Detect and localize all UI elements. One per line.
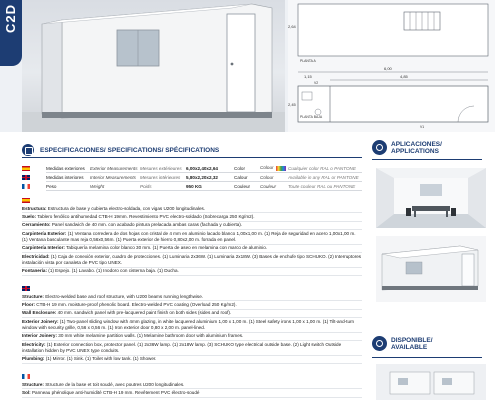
france-flag-icon xyxy=(22,374,30,379)
france-flag-icon xyxy=(22,184,30,189)
spec-value: 950 KG xyxy=(186,183,202,189)
spec-label-fr: Poids xyxy=(140,183,152,189)
spec-line: Carpintería Interior: Tabiquería melamina color blanco 30 mm. (1) Puerta de aseo en melamina con marco de aluminio. xyxy=(22,245,362,253)
spanish-spec-block xyxy=(22,196,362,276)
spec-line: Carpintería Exterior: (1) Ventana corredera de dos hojas con cristal de 4 mm en aluminio lacado blanco 1,00x1,00 m. (1) Reja de seguridad en acero 1,00x1,00 m. (1) Ventana basculante mas reja 0,56x0,56m. (1) Puerta exterior de hierro 0,80x2,00 m. forrada en panel. xyxy=(22,230,362,245)
applications-title: APLICACIONES/ APPLICATIONS xyxy=(391,140,442,155)
floor-plan xyxy=(288,0,495,132)
spec-line: Plumbing: (1) Mirror. (1) Sink. (1) Toilet with low tank. (1) Shower. xyxy=(22,356,362,364)
spec-row-measures-int xyxy=(46,173,362,182)
spec-color-value: Available in any RAL or PANTONE xyxy=(288,174,359,180)
spec-color-label-en: Colour xyxy=(260,165,288,170)
spec-line: Exterior Joinery: (1) Two-panel sliding window with 4mm glazing, in white lacquered aluminium 1,00 x 1,00 m. (1) Steel safety irons 1,00 x 1,00 m. (1) Tilt-and-turn window with security grille, 0,56 x 0,56 m. (1) Iron exterior door 0,80 x 2,00 m. panel-lined. xyxy=(22,318,362,333)
container-photo xyxy=(22,0,285,132)
available-title: DISPONIBLE/ AVAILABLE xyxy=(391,336,433,351)
dim-width-inner: 4,85 xyxy=(400,74,408,79)
spec-value: 6,00x2,40x2,64 xyxy=(186,165,218,171)
spec-line: Sol: Panneau phénolique anti-humidité CTB-H 19 mm. Revêtement PVC électro-soudé xyxy=(22,389,362,397)
specs-icon xyxy=(22,144,34,156)
spec-row-weight xyxy=(46,182,362,191)
spec-color-value: Cualquier color RAL o PANTONE xyxy=(288,165,356,171)
color-swatch-icon xyxy=(276,166,286,171)
spec-label-fr: Mesures intérieures xyxy=(140,174,181,180)
spec-line: Structure: Electro-welded base and roof structure, with U200 beams running lengthwise. xyxy=(22,293,362,301)
plan-drawing xyxy=(288,0,495,132)
elevation-caption: PLANTA A xyxy=(300,59,316,63)
spec-label-en: Interior Measurements xyxy=(90,174,136,180)
availability-image xyxy=(376,364,486,400)
spec-label-en: Exterior Measurements xyxy=(90,165,138,171)
english-spec-block xyxy=(22,284,362,364)
spec-color-label-en: Colour xyxy=(260,174,274,180)
spec-color-value: Toute couleur RAL ou PANTONE xyxy=(288,183,356,189)
available-header xyxy=(372,336,433,351)
spec-label-fr: Mesures extérieures xyxy=(140,165,182,171)
floor-caption: PLANTA BAJA xyxy=(300,115,323,119)
spec-label-es: Medidas exteriores xyxy=(46,165,85,171)
spec-line: Electricidad: (1) Caja de conexión exterior, cuadro de protecciones. (1) Luminaria 2x36W. (1) Luminaria 2x18W. (3) Bases de enchufe tipo SCHUKO. (2) Interruptores instalación vista por canaleta de PVC tipo UNEX. xyxy=(22,253,362,268)
spec-line: Estructura: Estructura de base y cubierta electro-soldada, con vigas U200 longitudinales. xyxy=(22,205,362,213)
spec-value: 5,80x2,20x2,32 xyxy=(186,174,218,180)
spec-color-label-en: Couleur xyxy=(260,183,277,189)
model-code: C2D xyxy=(3,4,18,34)
spec-line: Fontanería: (1) Espejo. (1) Lavabo. (1) Inodoro con cisterna baja. (1) Ducha. xyxy=(22,268,362,276)
applications-divider xyxy=(372,159,482,160)
french-spec-block xyxy=(22,372,362,398)
spain-flag-icon xyxy=(22,198,30,203)
office-interior-image xyxy=(376,168,486,228)
uk-flag-icon xyxy=(22,175,30,180)
available-icon xyxy=(372,336,387,351)
spec-line: Floor: CTB-H 19 mm. moisture-proof phenolic board. Electro-welded PVC coating (Overload 250 Kg/m2). xyxy=(22,301,362,309)
dim-door-a: 1,15 xyxy=(304,74,312,79)
spec-line: Suelo: Tablero fenólico antihumedad CTB-H 19mm. Revestimiento PVC electro-soldado (Sobrecarga 250 Kg/m2). xyxy=(22,213,362,221)
spec-color-label-es: Color xyxy=(234,165,245,171)
specs-title: ESPECIFICACIONES/ SPECIFICATIONS/ SPÉCIFICATIONS xyxy=(40,146,220,154)
uk-flag-icon xyxy=(22,286,30,291)
spec-line: Cerramiento: Panel sandwich de 40 mm. con acabado pintura prelacada ambas caras (fachada y cubierta). xyxy=(22,222,362,230)
available-divider xyxy=(372,357,482,358)
applications-icon xyxy=(372,140,387,155)
spec-label-es: Medidas interiores xyxy=(46,174,84,180)
spec-line: Electricity: (1) Exterior connection box, protector panel. (1) 2x36W lamp. (1) 2x18W lamp. (3) SCHUKO type electrical outside base. (2) Light switch Outside installation hidden by PVC UNEX type conduits. xyxy=(22,341,362,356)
spec-line: Wall Enclosure: 40 mm. sandwich panel with pre-lacquered paint finish on both sides (sides and roof). xyxy=(22,310,362,318)
dim-width-total: 6,00 xyxy=(384,66,392,71)
spec-row-measures-ext xyxy=(46,164,362,173)
applications-header xyxy=(372,140,442,155)
specs-table xyxy=(46,164,362,191)
model-tab xyxy=(0,0,22,66)
spec-line: Structure: Structure de la base et toit soudé, avec poutres U200 longitudinales. xyxy=(22,381,362,389)
window-label: V1 xyxy=(420,125,425,129)
spec-color-label-es: Calour xyxy=(234,174,248,180)
spec-flags xyxy=(22,164,44,193)
spec-label-es: Peso xyxy=(46,183,57,189)
spec-line: Interior Joinery: 30 mm white melamine partition walls. (1) Melamine bathroom door with aluminium frames. xyxy=(22,333,362,341)
container-exterior-image xyxy=(376,236,486,302)
spec-label-en: Weight xyxy=(90,183,105,189)
top-banner xyxy=(0,0,495,132)
spec-color-label-es: Couleur xyxy=(234,183,251,189)
dim-height-bottom: 2,45 xyxy=(288,102,296,107)
specs-divider xyxy=(22,157,362,158)
spain-flag-icon xyxy=(22,166,30,171)
specs-header xyxy=(22,144,219,156)
dim-door-b: V2 xyxy=(314,81,319,85)
dim-height-top: 2,64 xyxy=(288,24,296,29)
container-illustration xyxy=(22,0,285,132)
